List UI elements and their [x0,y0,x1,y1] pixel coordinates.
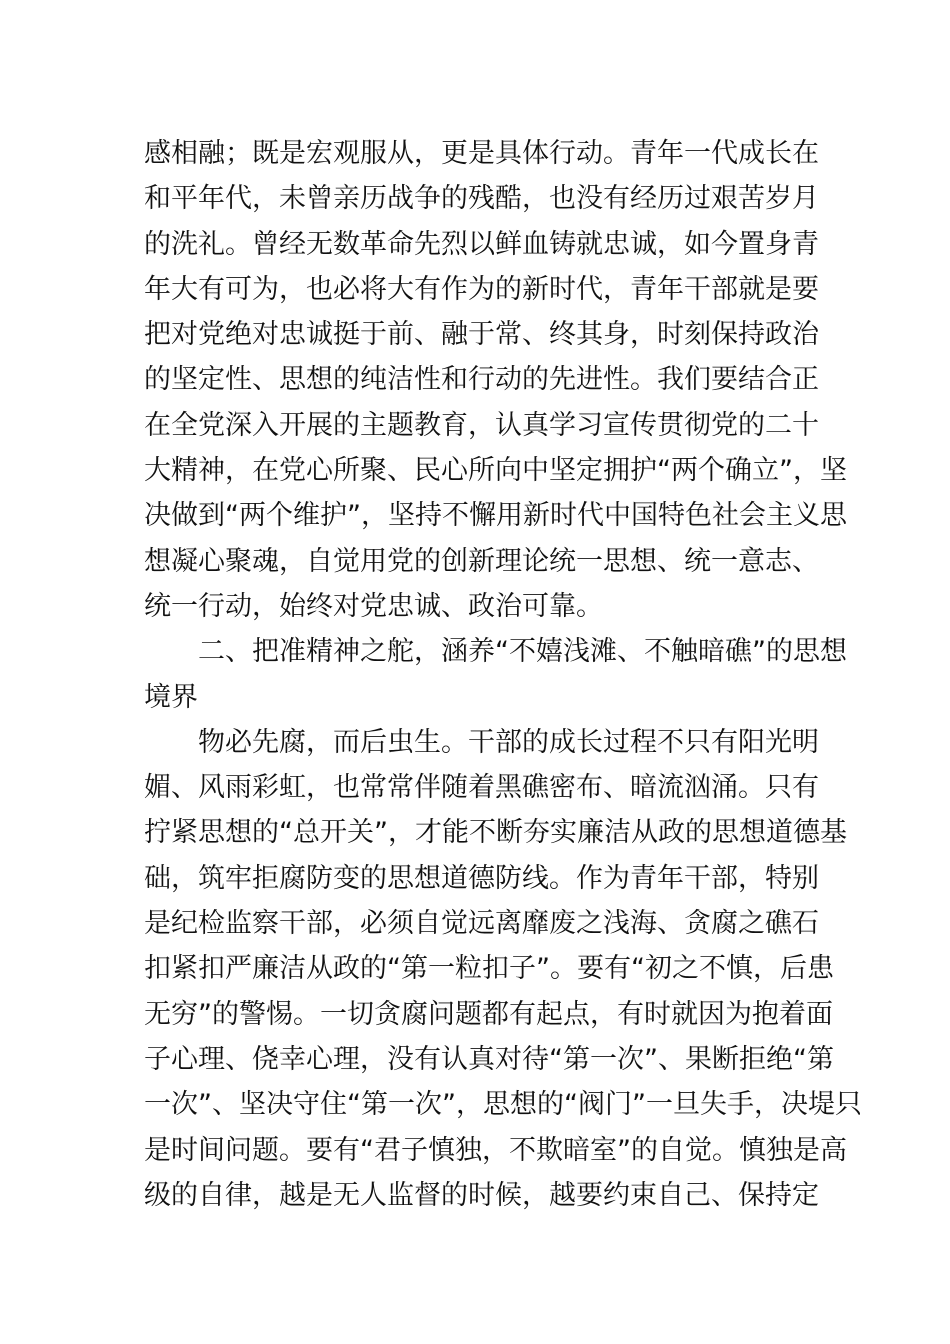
section-heading-two [144,629,847,720]
heading-line: 境界 [144,681,198,713]
document-body [144,131,862,1218]
text-line: 媚、风雨彩虹，也常常伴随着黑礁密布、暗流汹涌。只有 [144,772,819,804]
text-line: 和平年代，未曾亲历战争的残酷，也没有经历过艰苦岁月 [144,183,819,215]
text-line: 统一行动，始终对党忠诚、政治可靠。 [144,590,603,622]
text-line: 无穷”的警惕。一切贪腐问题都有起点，有时就因为抱着面 [144,998,833,1030]
text-line: 的坚定性、思想的纯洁性和行动的先进性。我们要结合正 [144,364,819,396]
text-line: 础，筑牢拒腐防变的思想道德防线。作为青年干部，特别 [144,862,819,894]
text-line: 把对党绝对忠诚挺于前、融于常、终其身，时刻保持政治 [144,319,819,351]
paragraph-loyalty [144,131,847,629]
text-line: 的洗礼。曾经无数革命先烈以鲜血铸就忠诚，如今置身青 [144,228,819,260]
text-line: 子心理、侥幸心理，没有认真对待“第一次”、果断拒绝“第 [144,1043,834,1075]
text-line: 决做到“两个维护”，坚持不懈用新时代中国特色社会主义思 [144,500,847,532]
text-line: 大精神，在党心所聚、民心所向中坚定拥护“两个确立”，坚 [144,455,847,487]
heading-line: 二、把准精神之舵，涵养“不嬉浅滩、不触暗礁”的思想 [198,636,847,668]
text-line: 在全党深入开展的主题教育，认真学习宣传贯彻党的二十 [144,409,819,441]
text-line: 想凝心聚魂，自觉用党的创新理论统一思想、统一意志、 [144,545,819,577]
text-line: 一次”、坚决守住“第一次”，思想的“阀门”一旦失手，决堤只 [144,1089,862,1121]
text-line: 扣紧扣严廉洁从政的“第一粒扣子”。要有“初之不慎，后患 [144,953,834,985]
text-line: 年大有可为，也必将大有作为的新时代，青年干部就是要 [144,273,819,305]
paragraph-integrity [144,720,862,1218]
text-line: 拧紧思想的“总开关”，才能不断夯实廉洁从政的思想道德基 [144,817,847,849]
text-line: 是纪检监察干部，必须自觉远离靡废之浅海、贪腐之礁石 [144,908,819,940]
text-line: 感相融；既是宏观服从，更是具体行动。青年一代成长在 [144,138,819,169]
text-line: 级的自律，越是无人监督的时候，越要约束自己、保持定 [144,1179,819,1211]
text-line: 物必先腐，而后虫生。干部的成长过程不只有阳光明 [198,726,819,758]
text-line: 是时间问题。要有“君子慎独，不欺暗室”的自觉。慎独是高 [144,1134,847,1166]
